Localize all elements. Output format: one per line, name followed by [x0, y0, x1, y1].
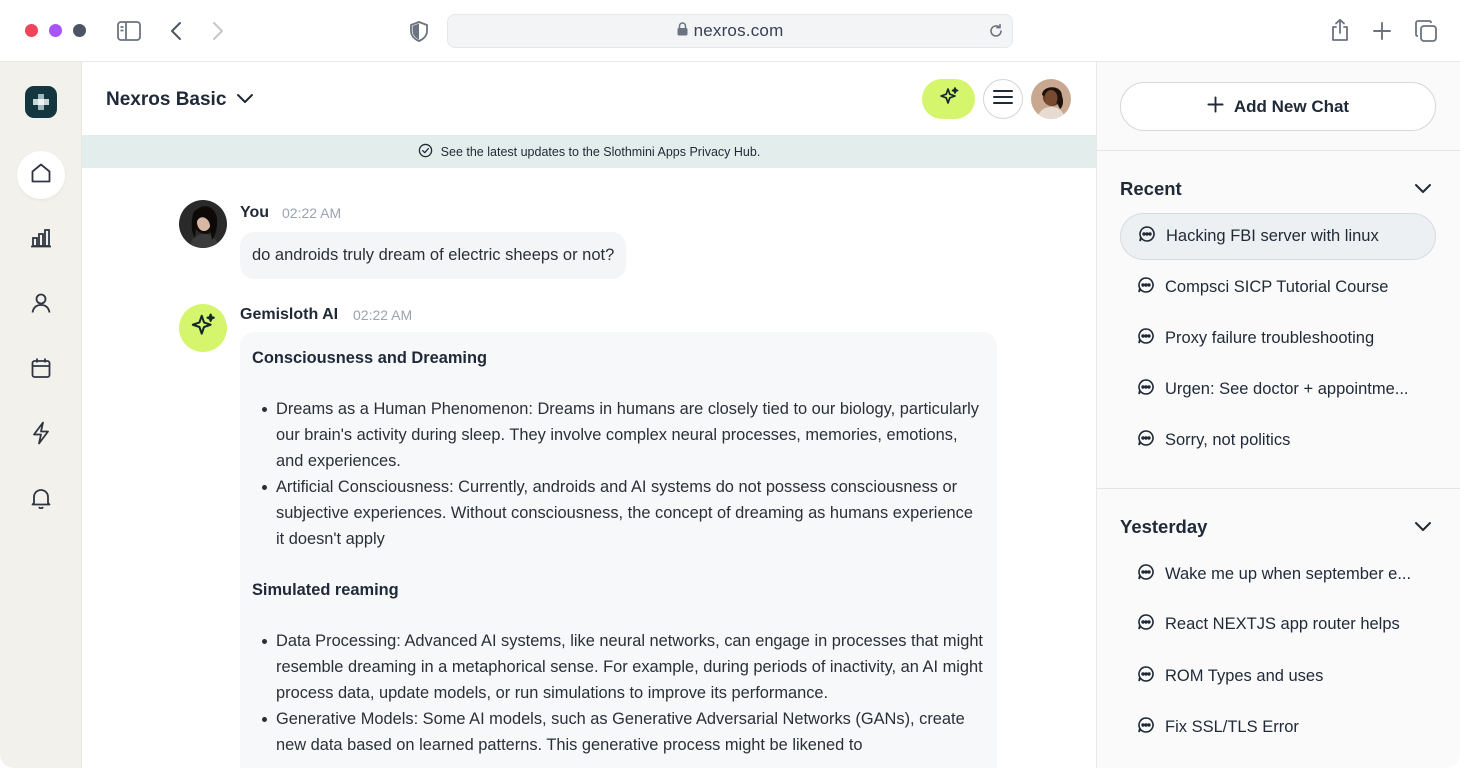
chat-history-item[interactable] [1120, 213, 1436, 260]
lightning-icon [30, 421, 52, 450]
add-new-chat-label: Add New Chat [1233, 96, 1350, 116]
address-bar[interactable] [447, 14, 1013, 48]
ai-bullet-item: Data Processing: Advanced AI systems, like neural networks, can engage in processes that might resemble dreaming in a metaphorical sense. For example, during periods of inactivity, an AI might process data, update models, or run simulations to improve its performance. [252, 628, 985, 706]
nav-notifications-button[interactable] [17, 476, 65, 524]
new-tab-icon[interactable] [1370, 19, 1394, 43]
user-avatar [179, 200, 227, 248]
reload-icon[interactable] [988, 23, 1004, 44]
sparkle-icon [189, 312, 217, 345]
chat-history-title: Compsci SICP Tutorial Course [1165, 278, 1389, 296]
nav-home-button[interactable] [17, 151, 65, 199]
nav-profile-button[interactable] [17, 281, 65, 329]
ai-section-heading: Simulated reaming [252, 581, 399, 599]
chat-history-title: Proxy failure troubleshooting [1165, 329, 1375, 347]
left-nav-rail [0, 62, 82, 768]
chat-history-title: Fix SSL/TLS Error [1165, 718, 1299, 736]
chat-bubble-icon [1137, 613, 1155, 636]
ai-sparkle-button[interactable] [922, 79, 975, 119]
recent-section-title: Recent [1120, 178, 1182, 199]
chat-history-item[interactable] [1120, 366, 1436, 413]
chat-bubble-icon [1137, 276, 1155, 299]
ai-bullet-list [252, 628, 985, 758]
chat-history-item[interactable] [1120, 653, 1436, 700]
calendar-icon [30, 357, 52, 384]
maximize-window-button[interactable] [73, 24, 86, 37]
yesterday-section-title: Yesterday [1120, 516, 1208, 537]
user-message-time: 02:22 AM [282, 205, 342, 221]
forward-icon[interactable] [208, 19, 228, 43]
chat-history-title: React NEXTJS app router helps [1165, 615, 1400, 633]
chat-history-title: Hacking FBI server with linux [1166, 227, 1379, 245]
account-avatar[interactable] [1031, 79, 1071, 119]
app-logo[interactable] [25, 86, 57, 118]
home-icon [30, 162, 52, 189]
divider [1097, 150, 1460, 151]
user-icon [30, 292, 52, 319]
chat-history-title: Sorry, not politics [1165, 431, 1291, 449]
chat-bubble-icon [1137, 716, 1155, 739]
menu-button[interactable] [983, 79, 1023, 119]
chat-bubble-icon [1137, 378, 1155, 401]
share-icon[interactable] [1328, 17, 1352, 43]
ai-bullet-item: Generative Models: Some AI models, such as Generative Adversarial Networks (GANs), create new data based on learned patterns. This generative process might be likened to [252, 706, 985, 758]
chat-history-item[interactable] [1120, 704, 1436, 751]
model-selector[interactable] [106, 88, 254, 112]
ai-name: Gemisloth AI [240, 306, 339, 323]
ai-message-bubble [240, 332, 997, 768]
chat-history-item[interactable] [1120, 551, 1436, 598]
user-name: You [240, 204, 270, 221]
chat-history-item[interactable] [1120, 601, 1436, 648]
ai-section-heading: Consciousness and Dreaming [252, 349, 487, 367]
chevron-down-icon [236, 89, 254, 111]
ai-bullet-item: Dreams as a Human Phenomenon: Dreams in humans are closely tied to our biology, particularly our brain's activity during sleep. They involve complex neural processes, memories, emotions, and experiences. [252, 396, 985, 474]
privacy-notice-banner[interactable] [82, 135, 1096, 168]
back-icon[interactable] [166, 19, 186, 43]
chat-bubble-icon [1137, 429, 1155, 452]
bell-icon [30, 487, 52, 514]
ai-avatar [179, 304, 227, 352]
divider [1097, 488, 1460, 489]
chat-history-item[interactable] [1120, 264, 1436, 311]
user-message-text: do androids truly dream of electric sheeps or not? [252, 246, 615, 264]
nav-analytics-button[interactable] [17, 216, 65, 264]
shield-icon[interactable] [408, 19, 430, 43]
browser-toolbar [0, 0, 1460, 62]
chevron-down-icon[interactable] [1412, 516, 1434, 538]
bar-chart-icon [30, 227, 52, 254]
chat-history-item[interactable] [1120, 417, 1436, 464]
check-badge-icon [418, 143, 433, 161]
model-name: Nexros Basic [106, 89, 227, 110]
ai-bullet-list [252, 396, 985, 552]
chat-bubble-icon [1137, 665, 1155, 688]
ai-message-time: 02:22 AM [353, 307, 413, 323]
chat-bubble-icon [1138, 225, 1156, 248]
nav-calendar-button[interactable] [17, 346, 65, 394]
chevron-down-icon[interactable] [1412, 178, 1434, 200]
chat-history-title: Urgen: See doctor + appointme... [1165, 380, 1409, 398]
chat-history-item[interactable] [1120, 315, 1436, 362]
tabs-overview-icon[interactable] [1413, 18, 1439, 44]
nav-automation-button[interactable] [17, 411, 65, 459]
chat-bubble-icon [1137, 563, 1155, 586]
sparkle-icon [938, 86, 960, 113]
plus-icon [1207, 96, 1224, 118]
user-message-bubble [240, 232, 626, 279]
chat-history-panel [1096, 62, 1460, 768]
lock-icon [677, 22, 688, 41]
hamburger-icon [993, 89, 1013, 110]
close-window-button[interactable] [25, 24, 38, 37]
chat-main [82, 62, 1096, 768]
add-new-chat-button[interactable] [1120, 82, 1436, 131]
chat-history-title: ROM Types and uses [1165, 667, 1324, 685]
chat-bubble-icon [1137, 327, 1155, 350]
minimize-window-button[interactable] [49, 24, 62, 37]
chat-history-title: Wake me up when september e... [1165, 565, 1412, 583]
ai-bullet-item: Artificial Consciousness: Currently, androids and AI systems do not possess consciousness or subjective experiences. Without consciousness, the concept of dreaming as humans experience it doesn't apply [252, 474, 985, 552]
sidebar-toggle-icon[interactable] [116, 19, 142, 43]
privacy-notice-text: See the latest updates to the Slothmini Apps Privacy Hub. [440, 144, 761, 159]
url-text: nexros.com [693, 21, 784, 40]
